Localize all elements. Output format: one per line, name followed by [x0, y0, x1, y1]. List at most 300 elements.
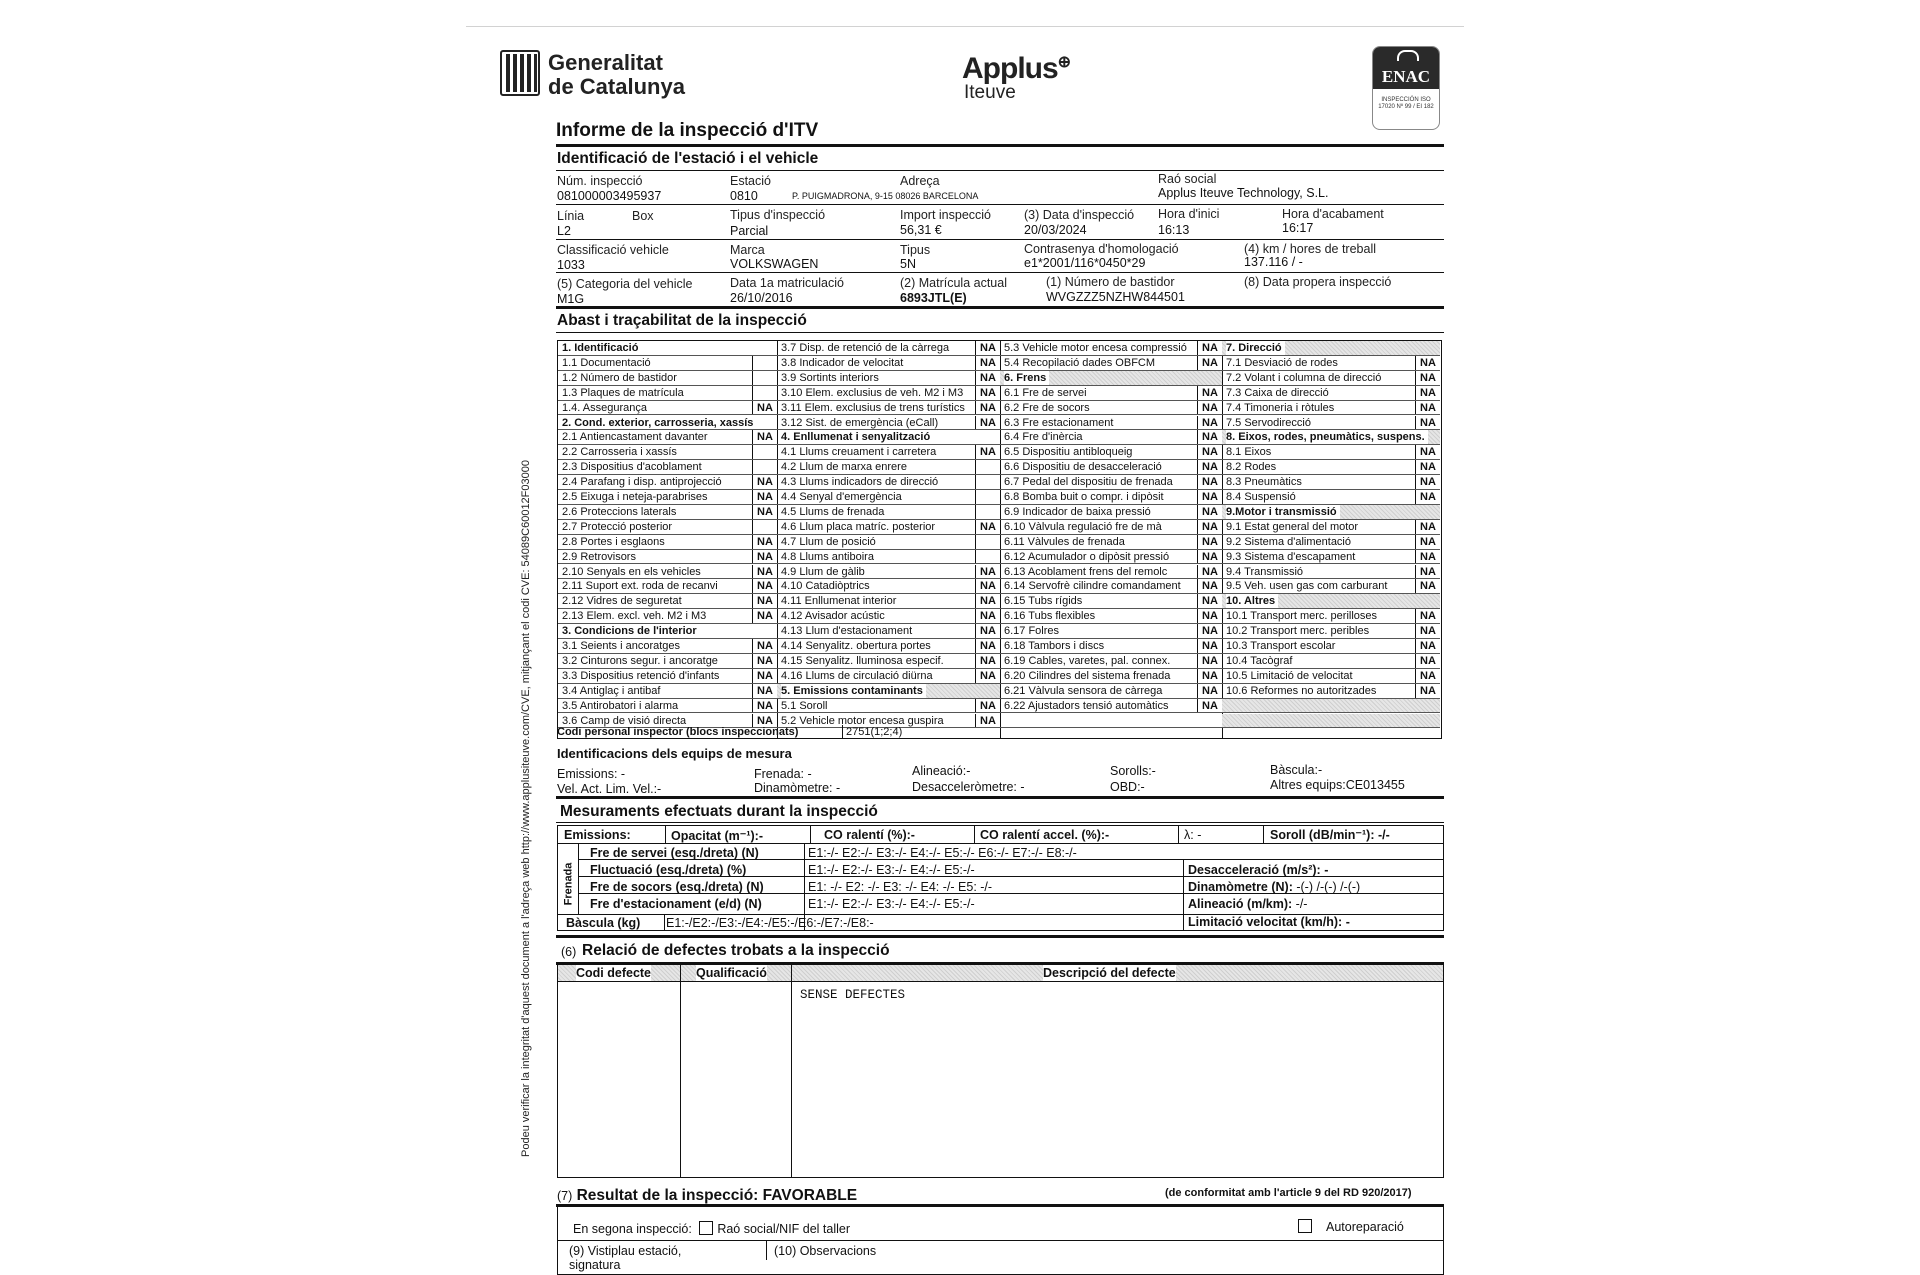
scope-item-na: NA	[975, 624, 1000, 638]
scope-item-na: NA	[1415, 565, 1440, 579]
scope-item-label: 2. Cond. exterior, carrosseria, xassís	[562, 416, 754, 429]
rule	[556, 822, 1444, 823]
scope-item-label: 4.6 Llum placa matríc. posterior	[781, 520, 936, 533]
scope-item	[1000, 684, 1222, 699]
scope-item	[777, 535, 1000, 550]
scope-item-na: NA	[1415, 416, 1440, 430]
scope-item-label: 6.17 Folres	[1004, 625, 1060, 638]
scope-item	[558, 684, 777, 699]
scope-item	[558, 699, 777, 714]
categoria-value: M1G	[557, 292, 585, 306]
rule	[556, 239, 1444, 240]
rule	[1178, 825, 1179, 843]
scope-item-label: 9.4 Transmissió	[1226, 565, 1304, 578]
scope-item-label: 2.8 Portes i esglaons	[562, 535, 665, 548]
scope-item-label: 2.2 Carrosseria i xassís	[562, 446, 677, 459]
linia-value: L2	[557, 224, 571, 238]
scope-item	[777, 654, 1000, 669]
import-label: Import inspecció	[900, 208, 992, 222]
scope-item	[777, 624, 1000, 639]
scope-item	[1000, 386, 1222, 401]
rule	[557, 843, 1444, 844]
scope-item-na: NA	[1197, 550, 1222, 564]
bastidor-label: (1) Número de bastidor	[1046, 275, 1175, 289]
rule	[664, 914, 665, 931]
scope-item-label: 8.2 Rodes	[1226, 461, 1277, 474]
scope-item-na: NA	[1415, 669, 1440, 683]
matricula-value: 6893JTL(E)	[900, 291, 967, 305]
scope-item-na: NA	[1415, 639, 1440, 653]
scope-item-na: NA	[1415, 624, 1440, 638]
scope-item	[1000, 430, 1222, 445]
scope-item-label: 3.11 Elem. exclusius de trens turístics	[781, 401, 965, 414]
scope-item-na: NA	[975, 594, 1000, 608]
scope-item	[558, 609, 777, 624]
scope-item	[1222, 371, 1440, 386]
scope-item-label: 2.5 Eixuga i neteja-parabrises	[562, 491, 708, 503]
col-codi-defecte: Codi defecte	[576, 966, 652, 980]
hora-inici-label: Hora d'inici	[1158, 207, 1220, 221]
scope-item-na: NA	[1197, 624, 1222, 638]
eq-frenada: Frenada: -	[754, 767, 812, 781]
scope-item	[1222, 460, 1440, 475]
scope-item	[777, 460, 1000, 475]
scope-item	[1000, 565, 1222, 580]
enac-seal: ENAC INSPECCIÓN ISO 17020 Nº 99 / EI 182	[1372, 46, 1440, 130]
scope-item	[1222, 594, 1440, 609]
scope-item-na: NA	[1197, 669, 1222, 683]
scope-item-label: 7. Direcció	[1226, 341, 1285, 355]
scope-item	[1000, 460, 1222, 475]
tipus-insp-label: Tipus d'inspecció	[730, 208, 826, 222]
scope-item-na: NA	[975, 565, 1000, 579]
meas-soroll: Soroll (dB/min⁻¹): -/-	[1270, 828, 1390, 842]
scope-item-label: 7.2 Volant i columna de direcció	[1226, 371, 1382, 384]
scope-item-na: NA	[752, 669, 777, 683]
scope-item-na	[975, 550, 1000, 564]
scope-item-label: 7.4 Timoneria i ròtules	[1226, 401, 1335, 414]
scope-item-na: NA	[1415, 684, 1440, 698]
scope-item	[1000, 356, 1222, 371]
scope-item-na: NA	[1197, 445, 1222, 459]
scope-item-na: NA	[975, 416, 1000, 430]
scope-item	[777, 520, 1000, 535]
scope-item-label: 4.13 Llum d'estacionament	[781, 625, 913, 638]
scope-item-label: 3.2 Cinturons segur. i ancoratge	[562, 654, 718, 667]
scope-item-label: 10.3 Transport escolar	[1226, 640, 1336, 652]
rule	[556, 796, 1444, 799]
scope-item-label: 6.1 Fre de servei	[1004, 386, 1087, 399]
meas-co-acc: CO ralentí accel. (%):-	[980, 828, 1110, 842]
scope-item-label: 8. Eixos, rodes, pneumàtics, suspens.	[1226, 430, 1428, 444]
scope-item-label: 6.20 Cilindres del sistema frenada	[1004, 669, 1171, 682]
scope-column-1	[558, 341, 778, 738]
fre-servei-value: E1:-/- E2:-/- E3:-/- E4:-/- E5:-/- E6:-/- E7:-/- E8:-/-	[808, 846, 1077, 860]
scope-item-na: NA	[975, 609, 1000, 623]
rule	[766, 1240, 767, 1260]
scope-item-label: 4.4 Senyal d'emergència	[781, 491, 902, 503]
scope-column-2	[777, 341, 1001, 738]
scope-item-na: NA	[752, 639, 777, 653]
scope-item	[777, 445, 1000, 460]
scope-item-na: NA	[752, 475, 777, 489]
estacio-label: Estació	[730, 174, 771, 188]
scope-item-label: 3. Condicions de l'interior	[562, 625, 697, 638]
scope-item-label: 6.8 Bomba buit o compr. i dipòsit	[1004, 491, 1164, 503]
scope-item-label: 9.5 Veh. usen gas com carburant	[1226, 580, 1388, 593]
scope-item	[777, 386, 1000, 401]
scope-item	[1000, 535, 1222, 550]
scope-item	[1222, 520, 1440, 535]
scope-item-na	[752, 445, 777, 459]
scope-item-label: 4.5 Llums de frenada	[781, 505, 885, 518]
scope-item	[1222, 356, 1440, 371]
scope-item-label: 7.1 Desviació de rodes	[1226, 356, 1338, 369]
rao-label: Raó social	[1158, 172, 1217, 186]
limit-value: -	[1345, 915, 1350, 929]
eq-alineacio: Alineació:-	[912, 764, 971, 778]
scope-item	[1222, 341, 1440, 356]
scope-item-na: NA	[975, 699, 1000, 713]
socors-value: E1: -/- E2: -/- E3: -/- E4: -/- E5: -/-	[808, 880, 993, 894]
frenada-vertical-label: Frenada	[562, 862, 575, 906]
observacions-label: (10) Observacions	[774, 1244, 877, 1258]
scope-item	[777, 579, 1000, 594]
scope-item-label: 6.14 Servofrè cilindre comandament	[1004, 580, 1181, 593]
scope-item	[1000, 699, 1222, 714]
scope-item-na: NA	[1197, 535, 1222, 549]
scope-item-label: 6.9 Indicador de baixa pressió	[1004, 505, 1151, 518]
scope-item	[1222, 386, 1440, 401]
scope-item-na: NA	[752, 594, 777, 608]
scope-item-label: 5.4 Recopilació dades OBFCM	[1004, 356, 1156, 369]
col-descripcio: Descripció del defecte	[1043, 966, 1176, 980]
scope-item	[1222, 684, 1440, 699]
scope-item	[777, 684, 1000, 699]
scope-item-na: NA	[752, 505, 777, 519]
scope-item	[1222, 475, 1440, 490]
scope-item	[558, 669, 777, 684]
estacio-value: 0810	[730, 189, 758, 203]
scope-item-label: 4.12 Avisador acústic	[781, 610, 885, 623]
section-abast: Abast i traçabilitat de la inspecció	[557, 312, 807, 329]
scope-item	[1000, 639, 1222, 654]
rule	[556, 332, 1444, 333]
scope-item	[1222, 401, 1440, 416]
defectes-num: (6)	[561, 945, 577, 959]
scope-item-label: 6.2 Fre de socors	[1004, 401, 1090, 414]
km-label: (4) km / hores de treball	[1244, 242, 1376, 256]
scope-item-label: 6.21 Vàlvula sensora de càrrega	[1004, 684, 1163, 697]
scope-item	[1222, 654, 1440, 669]
scope-item-na: NA	[752, 609, 777, 623]
scope-item	[777, 356, 1000, 371]
scope-item-label: 7.5 Servodirecció	[1226, 416, 1311, 429]
scope-item-na: NA	[752, 699, 777, 713]
scope-item-label: 3.3 Dispositius retenció d'infants	[562, 669, 720, 682]
desacc-label: Desacceleració (m/s²):	[1188, 863, 1321, 877]
scope-item	[777, 475, 1000, 490]
scope-item	[1000, 714, 1222, 729]
scope-item	[1000, 490, 1222, 505]
rule	[974, 825, 975, 843]
scope-item	[1222, 565, 1440, 580]
scope-item-label: 2.1 Antiencastament davanter	[562, 431, 708, 444]
tipus-value: 5N	[900, 257, 916, 271]
scope-item-label: 7.3 Caixa de direcció	[1226, 386, 1329, 399]
eq-sorolls: Sorolls:-	[1110, 764, 1156, 778]
scope-item-na: NA	[1197, 430, 1222, 444]
scope-item	[1000, 341, 1222, 356]
scope-item-label: 3.7 Disp. de retenció de la càrrega	[781, 342, 950, 354]
verification-side-note: Podeu verificar la integritat d'aquest document a l'adreça web http://www.applusiteuve.com/CVE, mitjançant el codi CVE: 54089C60012F03000	[520, 460, 532, 1157]
scope-item-label: 5.2 Vehicle motor encesa guspira	[781, 714, 944, 727]
scope-item	[558, 371, 777, 386]
scope-item-na: NA	[1415, 386, 1440, 400]
meas-lambda: λ: -	[1184, 828, 1202, 842]
scope-item-na	[975, 505, 1000, 519]
scope-item	[1222, 669, 1440, 684]
scope-item	[777, 416, 1000, 431]
scope-item	[1222, 445, 1440, 460]
fluct-label: Fluctuació (esq./dreta) (%)	[590, 863, 747, 877]
hora-acab-value: 16:17	[1282, 221, 1314, 235]
scope-item	[558, 579, 777, 594]
eq-dinamometre: Dinamòmetre: -	[754, 781, 841, 795]
scope-item-label: 6.3 Fre estacionament	[1004, 416, 1114, 429]
adreca-label: Adreça	[900, 174, 940, 188]
scope-item-label: 1. Identificació	[562, 342, 639, 354]
fre-servei-label: Fre de servei (esq./dreta) (N)	[590, 846, 759, 860]
scope-item-na: NA	[752, 579, 777, 593]
desacc-value: -	[1324, 863, 1329, 877]
scope-item-na: NA	[975, 371, 1000, 385]
scope-item-label: 1.3 Plaques de matrícula	[562, 386, 684, 399]
scope-item-label: 2.9 Retrovisors	[562, 550, 636, 563]
scope-item-label: 9.1 Estat general del motor	[1226, 520, 1359, 533]
scope-item	[558, 520, 777, 535]
scope-item-label: 2.12 Vidres de seguretat	[562, 595, 682, 608]
scope-item-label: 3.6 Camp de visió directa	[562, 714, 687, 727]
scope-item-na: NA	[1197, 684, 1222, 698]
scope-item-label: 10.6 Reformes no autoritzades	[1226, 684, 1377, 697]
rule	[556, 306, 1444, 309]
scope-item-na: NA	[975, 579, 1000, 593]
scope-item-na: NA	[975, 639, 1000, 653]
rule	[665, 825, 666, 843]
scope-item-na: NA	[1415, 654, 1440, 668]
scope-item-label: 6.19 Cables, varetes, pal. connex.	[1004, 654, 1171, 667]
scope-item-na: NA	[1197, 520, 1222, 534]
scope-item	[1000, 520, 1222, 535]
scope-item-label: 6.18 Tambors i discs	[1004, 640, 1105, 652]
scope-item	[1000, 550, 1222, 565]
col-divider	[680, 965, 681, 1177]
vistiplau-label: (9) Vistiplau estació, signatura	[569, 1244, 682, 1272]
generalitat-logo-icon	[500, 50, 540, 96]
scope-item-label: 6.11 Vàlvules de frenada	[1004, 535, 1125, 548]
hora-acab-label: Hora d'acabament	[1282, 207, 1384, 221]
scope-item-label: 6.13 Acoblament frens del remolc	[1004, 565, 1168, 578]
rule	[556, 272, 1444, 273]
scope-item-na	[752, 356, 777, 370]
rule	[810, 825, 811, 843]
scope-item	[558, 416, 777, 431]
scope-item-na: NA	[752, 535, 777, 549]
scope-item-label: 4.16 Llums de circulació diürna	[781, 669, 933, 682]
scope-item	[1222, 579, 1440, 594]
scope-item-na: NA	[752, 654, 777, 668]
scope-item-label: 2.3 Dispositius d'acoblament	[562, 461, 702, 474]
scope-item-na: NA	[752, 401, 777, 415]
crown-icon	[1397, 50, 1419, 61]
scope-item	[1000, 371, 1222, 386]
scope-item-label: 8.3 Pneumàtics	[1226, 476, 1302, 489]
scope-item-label: 4.10 Catadiòptrics	[781, 580, 870, 593]
scope-item-na: NA	[1197, 401, 1222, 415]
estac-label: Fre d'estacionament (e/d) (N)	[590, 897, 762, 911]
scope-item	[777, 699, 1000, 714]
scope-item-na: NA	[1415, 579, 1440, 593]
scope-item-label: 3.12 Sist. de emergència (eCall)	[781, 416, 939, 429]
scope-item-label: 1.4. Assegurança	[562, 401, 648, 414]
rule	[1263, 825, 1264, 843]
adreca-value: P. PUIGMADRONA, 9-15 08026 BARCELONA	[792, 191, 979, 201]
scope-item	[1000, 475, 1222, 490]
rule	[556, 935, 1444, 938]
scope-item-na	[752, 371, 777, 385]
scope-item-label: 3.8 Indicador de velocitat	[781, 356, 904, 369]
data-insp-label: (3) Data d'inspecció	[1024, 208, 1135, 222]
document-title: Informe de la inspecció d'ITV	[556, 120, 819, 141]
scope-column-3	[1000, 341, 1223, 738]
scope-item	[777, 594, 1000, 609]
scope-item-label: 5.1 Soroll	[781, 699, 828, 712]
scope-item-label: 6.7 Pedal del dispositiu de frenada	[1004, 476, 1173, 489]
scope-item	[777, 669, 1000, 684]
scope-item-label: 2.11 Suport ext. roda de recanvi	[562, 580, 718, 593]
hora-inici-value: 16:13	[1158, 223, 1190, 237]
scope-item-label: 6.6 Dispositiu de desacceleració	[1004, 461, 1162, 474]
scope-item-na: NA	[752, 565, 777, 579]
scope-item	[1222, 639, 1440, 654]
result-line: (7) Resultat de la inspecció: FAVORABLE	[557, 1187, 858, 1204]
meas-emissions: Emissions:	[564, 828, 631, 842]
eq-obd: OBD:-	[1110, 780, 1145, 794]
scope-item-label: 6.5 Dispositiu antibloqueig	[1004, 446, 1133, 459]
limit-label: Limitació velocitat (km/h):	[1188, 915, 1343, 929]
scope-item-label: 10. Altres	[1226, 594, 1278, 608]
scope-item-na: NA	[1197, 594, 1222, 608]
scope-item-label: 6.12 Acumulador o dipòsit pressió	[1004, 550, 1170, 563]
scope-item	[1222, 535, 1440, 550]
scope-item-label: 10.1 Transport merc. perilloses	[1226, 610, 1378, 623]
autoreparacio: Autoreparació	[1298, 1219, 1404, 1234]
tipus-insp-value: Parcial	[730, 224, 769, 238]
scope-item	[558, 356, 777, 371]
scope-item-na: NA	[1415, 609, 1440, 623]
scope-item	[558, 401, 777, 416]
scope-item	[1222, 609, 1440, 624]
scope-item-na: NA	[1197, 460, 1222, 474]
scope-item	[1000, 609, 1222, 624]
scope-item-na	[975, 535, 1000, 549]
scope-item-label: 6.15 Tubs rígids	[1004, 595, 1083, 608]
scope-item-na: NA	[752, 490, 777, 504]
scope-item-label: 2.13 Elem. excl. veh. M2 i M3	[562, 610, 707, 623]
scope-item-na: NA	[1197, 505, 1222, 519]
scope-item	[558, 565, 777, 580]
scope-item-na: NA	[1197, 356, 1222, 370]
eq-vel: Vel. Act. Lim. Vel.:-	[557, 782, 662, 796]
matricula-label: (2) Matrícula actual	[900, 276, 1007, 290]
scope-item	[558, 594, 777, 609]
scope-item-label: 2.4 Parafang i disp. antiprojecció	[562, 476, 722, 489]
scope-item	[777, 565, 1000, 580]
scope-item	[558, 654, 777, 669]
scope-item	[558, 639, 777, 654]
top-rule	[466, 26, 1464, 27]
scope-item-na: NA	[975, 669, 1000, 683]
scope-item	[1000, 669, 1222, 684]
scope-item-label: 10.5 Limitació de velocitat	[1226, 669, 1353, 682]
scope-item	[1000, 416, 1222, 431]
eq-bascula: Bàscula:-	[1270, 763, 1323, 777]
scope-item-label: 9.3 Sistema d'escapament	[1226, 550, 1356, 563]
scope-item	[1222, 505, 1440, 520]
data1a-value: 26/10/2016	[730, 291, 793, 305]
scope-item	[777, 490, 1000, 505]
scope-item-na: NA	[752, 550, 777, 564]
scope-item-label: 3.10 Elem. exclusius de veh. M2 i M3	[781, 386, 964, 399]
scope-item	[777, 430, 1000, 445]
classif-value: 1033	[557, 258, 585, 272]
eq-desacc: Desacceleròmetre: -	[912, 780, 1025, 794]
scope-item-na: NA	[1415, 475, 1440, 489]
scope-item-na: NA	[752, 430, 777, 444]
scope-item-label: 6.16 Tubs flexibles	[1004, 610, 1096, 623]
scope-item	[1000, 445, 1222, 460]
scope-item	[777, 550, 1000, 565]
autoreparacio-checkbox[interactable]	[1298, 1219, 1312, 1233]
scope-item	[1000, 579, 1222, 594]
scope-item	[1000, 594, 1222, 609]
scope-item	[558, 505, 777, 520]
scope-item-na: NA	[1197, 654, 1222, 668]
scope-item	[1222, 490, 1440, 505]
scope-item-label: 4.15 Senyalitz. lluminosa especif.	[781, 654, 944, 667]
scope-item-na: NA	[1415, 460, 1440, 474]
scope-item	[558, 535, 777, 550]
rule	[1183, 859, 1184, 931]
scope-item-label: 6.10 Vàlvula regulació fre de mà	[1004, 520, 1162, 533]
scope-item-na: NA	[1197, 639, 1222, 653]
scope-item-na: NA	[1415, 550, 1440, 564]
categoria-label: (5) Categoria del vehicle	[557, 277, 693, 291]
scope-item-na: NA	[1415, 401, 1440, 415]
scope-item	[558, 550, 777, 565]
scope-item-na	[975, 460, 1000, 474]
section-equips: Identificacions dels equips de mesura	[557, 746, 792, 761]
scope-item	[558, 490, 777, 505]
scope-item-label: 6.22 Ajustadors tensió automàtics	[1004, 699, 1169, 712]
scope-item-label: 3.1 Seients i ancoratges	[562, 640, 681, 652]
scope-item	[777, 401, 1000, 416]
dinam-value: -(-) /-(-) /-(-)	[1296, 880, 1361, 894]
scope-item-na: NA	[975, 445, 1000, 459]
taller-checkbox[interactable]	[699, 1221, 713, 1235]
rule	[578, 843, 579, 915]
